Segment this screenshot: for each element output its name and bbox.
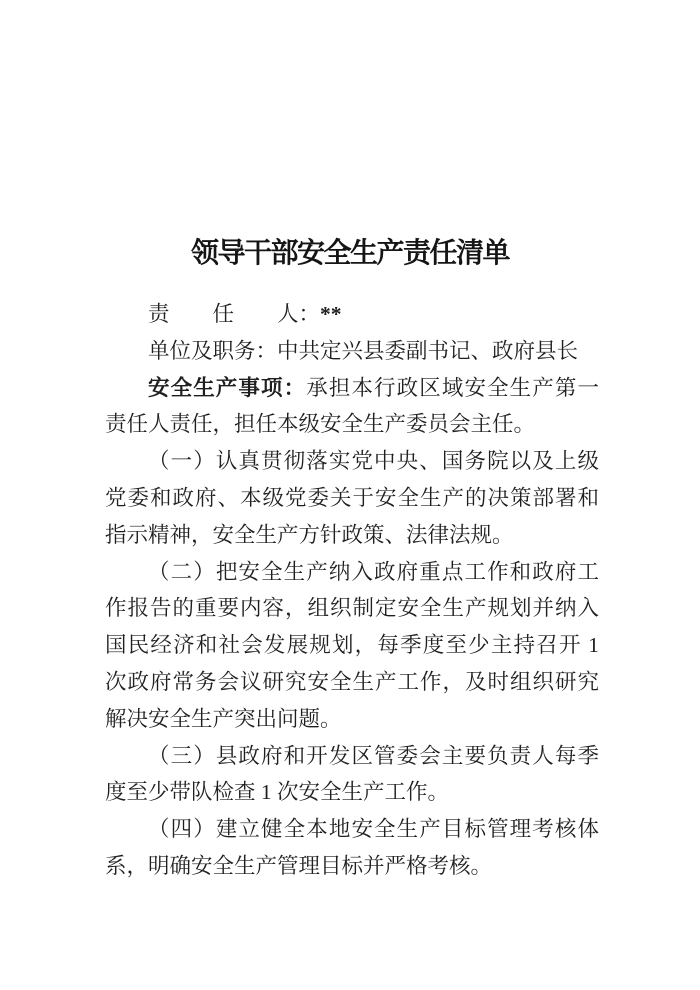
safety-matters-text: 承担本行政区域安全生产第一责任人责任，担任本级安全生产委员会主任。: [105, 375, 599, 437]
unit-position-label: 单位及职务：: [148, 338, 278, 363]
safety-matters-paragraph: [105, 370, 599, 444]
responsible-person-line: [105, 296, 599, 333]
safety-matters-label: 安全生产事项：: [148, 375, 307, 400]
document-title: 领导干部安全生产责任清单: [190, 237, 509, 268]
unit-position-value: 中共定兴县委副书记、政府县长: [277, 338, 579, 363]
unit-position-line: [105, 333, 599, 370]
item-paragraph-4: （四）建立健全本地安全生产目标管理考核体系，明确安全生产管理目标并严格考核。: [105, 817, 599, 878]
document-body: [105, 296, 599, 885]
responsible-person-value: **: [320, 302, 342, 326]
item-paragraph-2: （二）把安全生产纳入政府重点工作和政府工作报告的重要内容，组织制定安全生产规划并纳入国民经济和社会发展规划，每季度至少主持召开 1 次政府常务会议研究安全生产工作，及时组织研究解决安全生产突出问题。: [105, 559, 599, 731]
responsible-person-label: 责 任 人：: [148, 302, 321, 326]
item-paragraph-1: （一）认真贯彻落实党中央、国务院以及上级党委和政府、本级党委关于安全生产的决策部署和指示精神，安全生产方针政策、法律法规。: [105, 449, 599, 547]
item-paragraph-3: （三）县政府和开发区管委会主要负责人每季度至少带队检查 1 次安全生产工作。: [105, 743, 599, 805]
